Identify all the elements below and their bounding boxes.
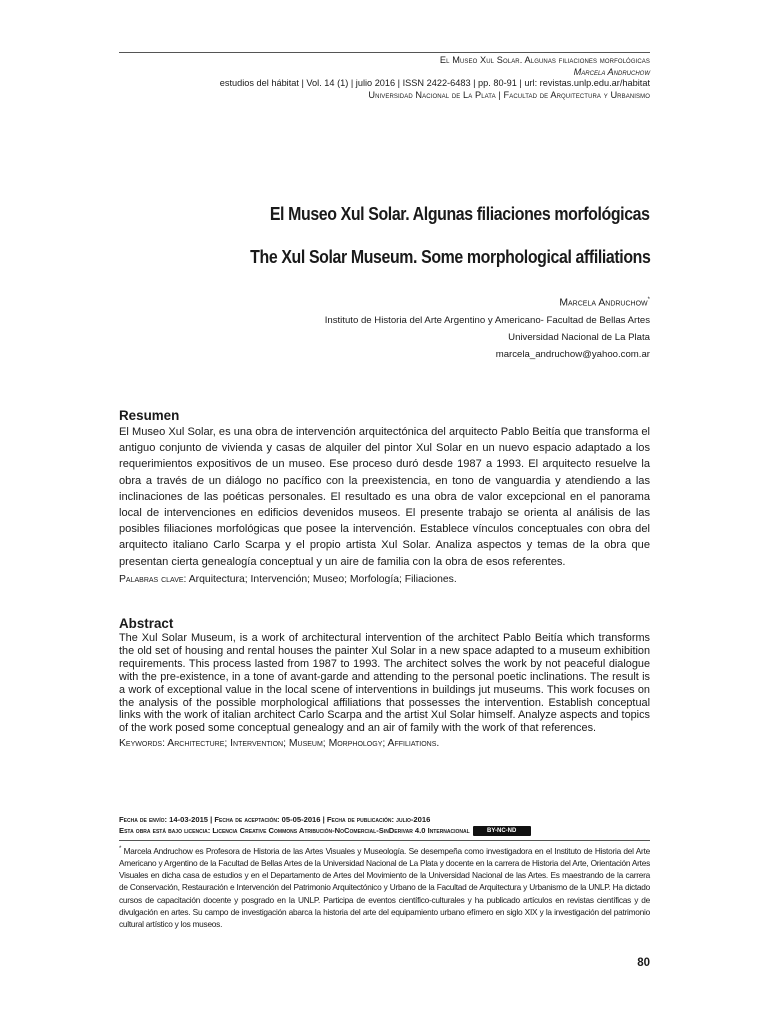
resumen-keywords-list: Arquitectura; Intervención; Museo; Morfología; Filiaciones. — [186, 573, 457, 585]
author-block — [325, 292, 650, 363]
footnote-mark: * — [119, 846, 122, 852]
footnote-rule — [119, 840, 650, 841]
resumen-heading: Resumen — [119, 408, 180, 423]
resumen-section — [119, 408, 650, 587]
title-english: The Xul Solar Museum. Some morphological affiliations — [249, 246, 650, 267]
header-institution: Universidad Nacional de La Plata | Facultad de Arquitectura y Urbanismo — [368, 89, 650, 100]
author-name: Marcela Andruchow* — [559, 297, 650, 309]
running-header — [220, 55, 650, 101]
author-email[interactable]: marcela_andruchow@yahoo.com.ar — [495, 349, 650, 361]
header-journal-info: estudios del hábitat | Vol. 14 (1) | julio 2016 | ISSN 2422-6483 | pp. 80-91 | url: revistas.unlp.edu.ar/habitat — [219, 78, 650, 89]
abstract-section — [119, 616, 650, 749]
author-affiliation-university: Universidad Nacional de La Plata — [508, 331, 650, 343]
header-article-title: El Museo Xul Solar. Algunas filiaciones morfológicas — [439, 55, 650, 65]
resumen-text: El Museo Xul Solar, es una obra de intervención arquitectónica del arquitecto Pablo Beitía que transforma el antiguo conjunto de vivienda y casas de alquiler del pintor Xul Solar en un nuevo espacio adaptado a los requerimientos expositivos de un museo. Ese proceso duró desde 1987 a 1993. El arquitecto resuelve la obra a través de un diálogo no pacífico con la preexistencia, en tono de vanguardia y atendiendo a las inclinaciones de las poéticas personales. El resultado es una obra de valor excepcional en el panorama local de intervenciones en edificios devenidos museos. El presente trabajo se orienta al análisis de las posibles filiaciones morfológicas que posee la intervención. Establece vínculos conceptuales con obra del arquitecto italiano Carlo Scarpa y el propio artista Xul Solar. Analiza aspectos y temas de la obra que presentan cierta genealogía conceptual y un aire de familia con la obra de esos referentes. — [119, 426, 650, 568]
license-text[interactable]: Esta obra está bajo licencia: Licencia Creative Commons Atribución-NoComercial-SinDerivar 4.0 Internacional — [119, 825, 470, 835]
author-affiliation-institute: Instituto de Historia del Arte Argentino y Americano- Facultad de Bellas Artes — [324, 314, 650, 326]
author-footnote-mark: * — [647, 297, 650, 303]
dates-line: Fecha de envío: 14-03-2015 | Fecha de aceptación: 05-05-2016 | Fecha de publicación: julio-2016 — [119, 815, 431, 824]
license-line — [119, 826, 650, 837]
page-number: 80 — [637, 957, 650, 969]
cc-license-icon[interactable]: BY-NC-ND — [473, 826, 531, 836]
abstract-heading: Abstract — [119, 616, 174, 631]
resumen-keywords — [119, 573, 650, 587]
resumen-keywords-label: Palabras clave: — [119, 573, 187, 585]
abstract-text: The Xul Solar Museum, is a work of architectural intervention of the architect Pablo Beitía which transforms the old set of housing and rental houses the painter Xul Solar in a new space adapted to a museum exhibition requirements. This process lasted from 1987 to 1993. The architect solves the work by not peaceful dialogue with the pre-existence, in a tone of avant-garde and attending to the personal poetic inclinations. The result is a work of exceptional value in the local scene of interventions in buildings jut museums. This work focuses on the analysis of the possible morphological affiliations that possesses the intervention. Establish conceptual links with the work of italian architect Carlo Scarpa and the artist Xul Solar himself. Analyze aspects and topics of the work posed some conceptual genealogy and an air of family with the work of that references. — [119, 632, 650, 735]
footnote-text: Marcela Andruchow es Profesora de Historia de las Artes Visuales y Museología. Se desempeña como investigadora en el Instituto de Historia del Arte Americano y Argentino de la Facultad de Bellas Artes de la Universidad Nacional de La Plata y docente en la carrera de Historia del Arte, Orientación Artes Visuales en dicha casa de estudios y en el Departamento de Artes del Movimiento de la Universidad Nacional de las Artes. Es maestrando de la carrera de Conservación, Restauración e Intervención del Patrimonio Arquitectónico y Urbano de la Facultad de Arquitectura y Urbanismo de la UNLP. Ha dictado cursos de capacitación docente y posgrado en la UNLP. Participa de eventos científico-culturales y ha publicado artículos en revistas científicas y de divulgación en artes. Su campo de investigación abarca la historia del arte del equipamiento urbano efímero en siglo XIX y la investigación del patrimonio cultural artístico y los museos. — [119, 845, 650, 929]
header-author: Marcela Andruchow — [573, 66, 650, 77]
header-rule — [119, 52, 650, 53]
abstract-keywords: Keywords: Architecture; Intervention; Museum; Morphology; Affiliations. — [119, 738, 440, 750]
author-footnote — [119, 843, 650, 930]
publication-dates — [119, 815, 650, 836]
title-spanish: El Museo Xul Solar. Algunas filiaciones morfológicas — [270, 203, 650, 224]
